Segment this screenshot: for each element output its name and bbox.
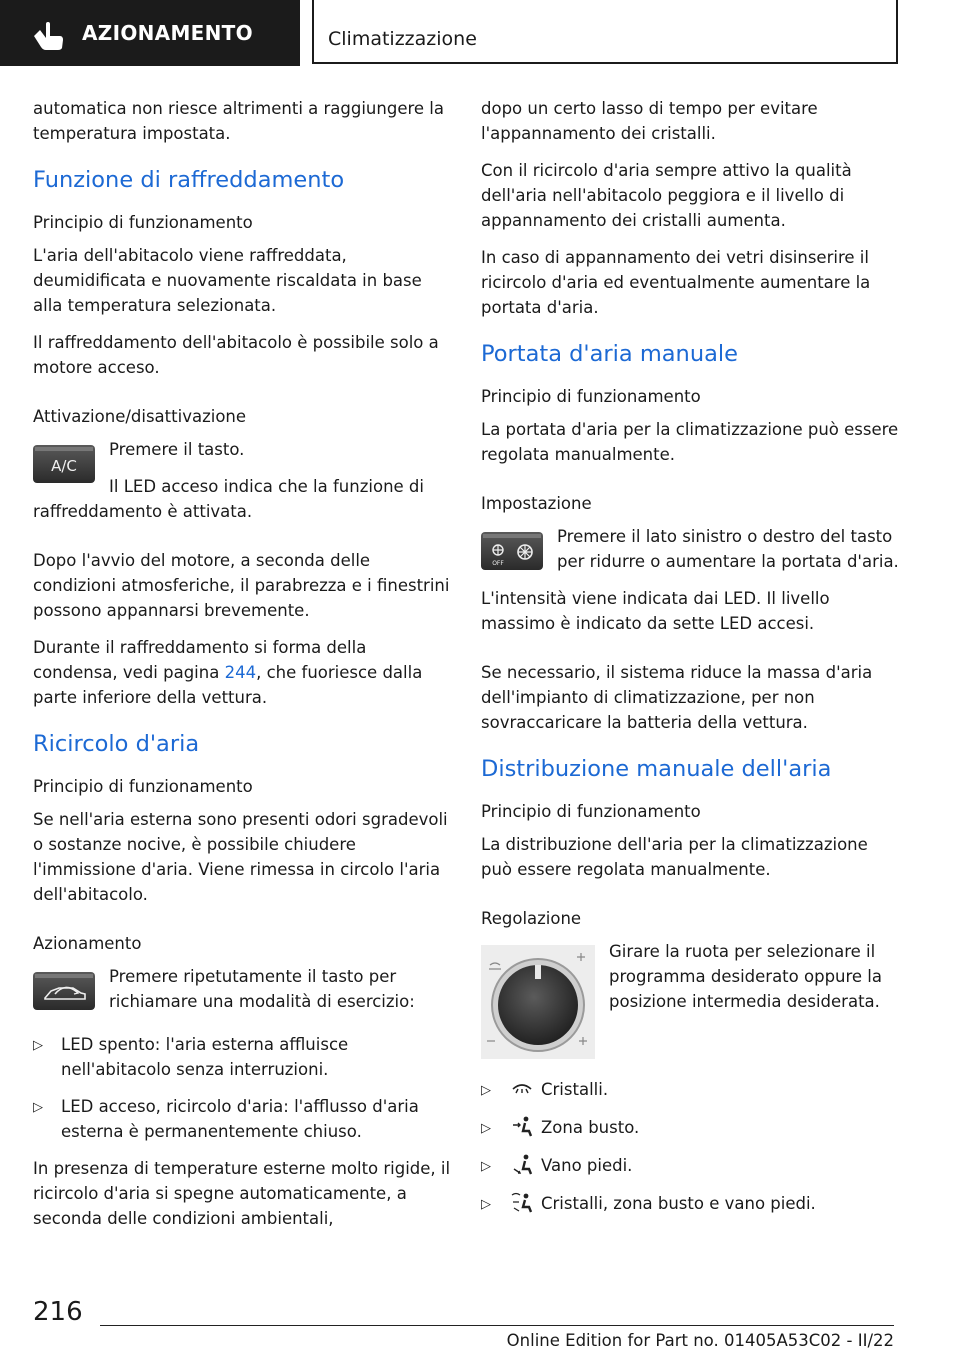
ac-button-icon [33,445,95,483]
list-item: ▷ Vano piedi. [481,1153,901,1179]
paragraph: Se nell'aria esterna sono presenti odori sgradevoli o sostanze nocive, è possibile chiudere l'immissione d'aria. Viene rimessa in circolo l'aria dell'abitacolo. [33,810,448,904]
list-item: ▷ Cristalli. [481,1077,901,1103]
heading-recirculation: Ricircolo d'aria [33,731,200,757]
paragraph: In presenza di temperature esterne molto rigide, il ricircolo d'aria si spegne automaticamente, a seconda delle condizioni ambientali, [33,1159,451,1228]
list-item: ▷ Zona busto. [481,1115,901,1141]
svg-text:A/C: A/C [51,457,77,475]
triangle-bullet-icon: ▷ [481,1121,491,1136]
recirculation-button-icon [33,972,95,1010]
upper-body-vent-icon [509,1115,535,1137]
subheading-principle: Principio di funzionamento [481,387,701,406]
paragraph: L'aria dell'abitacolo viene raffreddata, deumidificata e nuovamente riscaldata in base alla temperatura selezionata. [33,246,422,315]
triangle-bullet-icon: ▷ [33,1100,43,1115]
header-chapter-frame [312,0,898,64]
subheading-principle: Principio di funzionamento [33,777,253,796]
paragraph: Il LED acceso indica che la funzione di raffreddamento è attivata. [33,477,424,521]
left-column [33,96,453,1243]
triangle-bullet-icon: ▷ [481,1083,491,1098]
paragraph: Premere il lato sinistro o destro del tasto per ridurre o aumentare la portata d'aria. [557,527,899,571]
paragraph: Premere il tasto. [109,440,245,459]
list-item: ▷ LED acceso, ricircolo d'aria: l'afflusso d'aria esterna è permanentemente chiuso. [33,1094,453,1144]
paragraph: La distribuzione dell'aria per la climatizzazione può essere regolata manualmente. [481,835,868,879]
page-link[interactable]: 244 [224,663,257,682]
header-section-tab [0,0,300,66]
paragraph: In caso di appannamento dei vetri disinserire il ricircolo d'aria ed eventualmente aumentare la portata d'aria. [481,248,871,317]
subheading-activation: Attivazione/disattivazione [33,407,247,426]
paragraph: L'intensità viene indicata dai LED. Il livello massimo è indicato da sette LED accesi. [481,589,830,633]
subheading-principle: Principio di funzionamento [481,802,701,821]
right-column [481,96,901,1229]
paragraph: Girare la ruota per selezionare il programma desiderato oppure la posizione intermedia desiderata. [609,942,883,1011]
subheading-setting: Impostazione [481,494,592,513]
list-item: ▷ LED spento: l'aria esterna affluisce nell'abitacolo senza interruzioni. [33,1032,453,1082]
triangle-bullet-icon: ▷ [33,1038,43,1053]
ac-instruction [33,437,453,524]
heading-cooling: Funzione di raffreddamento [33,167,345,193]
subheading-principle: Principio di funzionamento [33,213,253,232]
list-item: ▷ Cristalli, zona busto e vano piedi. [481,1191,901,1217]
air-distribution-knob-icon [481,945,595,1059]
footwell-vent-icon [509,1153,535,1175]
triangle-bullet-icon: ▷ [481,1197,491,1212]
heading-distribution: Distribuzione manuale dell'aria [481,756,832,782]
page-number: 216 [33,1297,83,1327]
paragraph: Il raffreddamento dell'abitacolo è possibile solo a motore acceso. [33,333,439,377]
footer-divider [100,1325,894,1326]
svg-text:OFF: OFF [492,560,504,567]
subheading-adjust: Regolazione [481,909,582,928]
paragraph: Con il ricircolo d'aria sempre attivo la qualità dell'aria nell'abitacolo peggiora e il livello di appannamento dei cristalli aumenta. [481,161,852,230]
heading-airflow: Portata d'aria manuale [481,341,738,367]
paragraph: dopo un certo lasso di tempo per evitare l'appannamento dei cristalli. [481,99,818,143]
distribution-instruction [481,939,901,1014]
paragraph: La portata d'aria per la climatizzazione può essere regolata manualmente. [481,420,899,464]
paragraph: automatica non riesce altrimenti a raggiungere la temperatura impostata. [33,99,444,143]
fan-button-icon [481,532,543,570]
fan-instruction [481,524,901,574]
chapter-title: Climatizzazione [328,28,477,50]
paragraph: Premere ripetutamente il tasto per richiamare una modalità di esercizio: [109,967,415,1011]
edition-note: Online Edition for Part no. 01405A53C02 - II/22 [506,1331,894,1350]
paragraph: Se necessario, il sistema riduce la massa d'aria dell'impianto di climatizzazione, per non sovraccaricare la batteria della vettura. [481,663,873,732]
triangle-bullet-icon: ▷ [481,1159,491,1174]
section-title: AZIONAMENTO [82,21,253,45]
all-zones-vent-icon [509,1191,535,1213]
recirc-instruction [33,964,453,1014]
subheading-operation: Azionamento [33,934,142,953]
paragraph: Durante il raffreddamento si forma della condensa, vedi pagina 244, che fuoriesce dalla parte inferiore della vettura. [33,638,423,707]
hand-pointer-icon [32,22,64,50]
paragraph: Dopo l'avvio del motore, a seconda delle condizioni atmosferiche, il parabrezza e i finestrini possono appannarsi brevemente. [33,551,450,620]
windshield-vent-icon [509,1077,535,1097]
